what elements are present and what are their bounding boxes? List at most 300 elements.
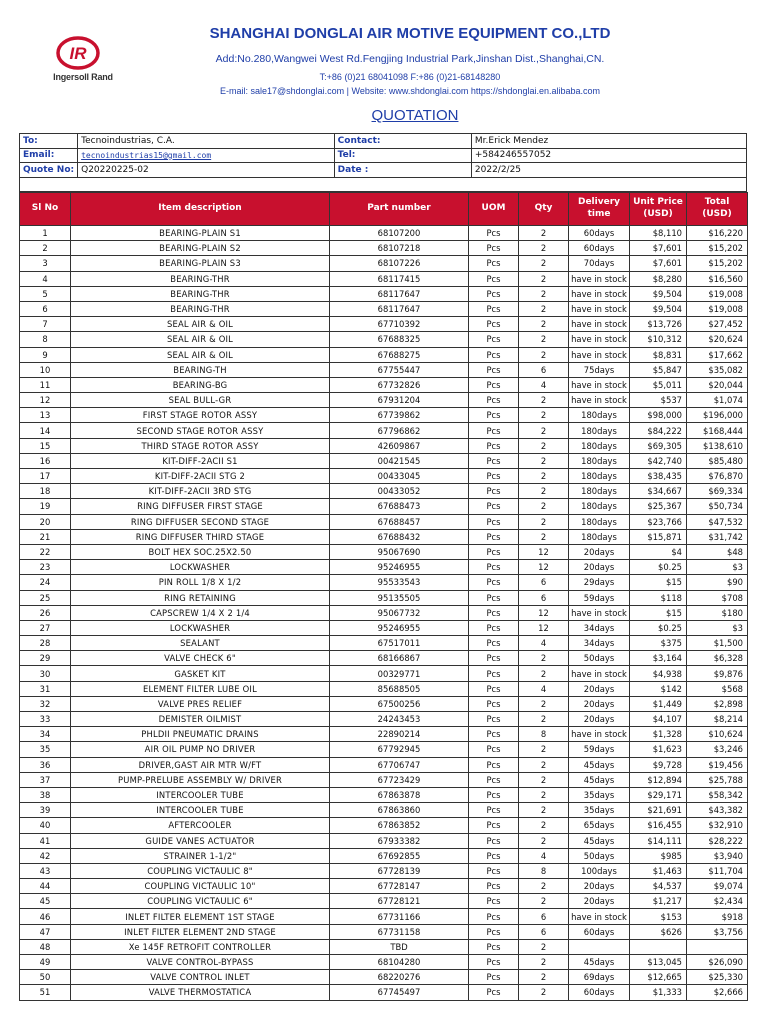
table-row — [20, 894, 748, 909]
qty-cell: 6 — [519, 909, 569, 924]
sl-no-cell: 35 — [20, 742, 71, 757]
delivery-time-cell: have in stock — [569, 271, 630, 286]
sl-no-cell: 41 — [20, 833, 71, 848]
item-description-cell: CAPSCREW 1/4 X 2 1/4 — [71, 605, 330, 620]
total-cell: $2,434 — [687, 894, 748, 909]
total-cell: $918 — [687, 909, 748, 924]
email-label: Email: — [20, 148, 78, 163]
part-number-cell: 67792945 — [330, 742, 469, 757]
delivery-time-cell: 180days — [569, 484, 630, 499]
qty-cell: 6 — [519, 575, 569, 590]
qty-cell: 2 — [519, 803, 569, 818]
table-row — [20, 362, 748, 377]
contact-value: Mr.Erick Mendez — [471, 134, 746, 149]
table-row — [20, 241, 748, 256]
unit-price-cell: $4,938 — [630, 666, 687, 681]
uom-cell: Pcs — [469, 712, 519, 727]
uom-cell: Pcs — [469, 894, 519, 909]
unit-price-cell: $12,665 — [630, 970, 687, 985]
total-cell: $9,074 — [687, 879, 748, 894]
part-number-cell: 67931204 — [330, 393, 469, 408]
item-description-cell: AFTERCOOLER — [71, 818, 330, 833]
info-row — [20, 134, 747, 149]
total-cell: $47,532 — [687, 514, 748, 529]
to-value: Tecnoindustrias, C.A. — [78, 134, 335, 149]
table-row — [20, 529, 748, 544]
item-description-cell: VALVE PRES RELIEF — [71, 696, 330, 711]
unit-price-cell: $84,222 — [630, 423, 687, 438]
sl-no-cell: 36 — [20, 757, 71, 772]
table-row — [20, 833, 748, 848]
delivery-time-cell: 100days — [569, 863, 630, 878]
uom-cell: Pcs — [469, 863, 519, 878]
uom-cell: Pcs — [469, 985, 519, 1000]
uom-cell: Pcs — [469, 803, 519, 818]
item-description-cell: BEARING-PLAIN S2 — [71, 241, 330, 256]
item-description-cell: STRAINER 1-1/2" — [71, 848, 330, 863]
part-number-cell: 67728139 — [330, 863, 469, 878]
qty-cell: 2 — [519, 484, 569, 499]
unit-price-cell: $9,504 — [630, 286, 687, 301]
unit-price-cell: $0.25 — [630, 620, 687, 635]
unit-price-cell: $29,171 — [630, 787, 687, 802]
uom-cell: Pcs — [469, 393, 519, 408]
item-description-cell: BOLT HEX SOC.25X2.50 — [71, 544, 330, 559]
logo-wordmark: Ingersoll Rand — [53, 72, 113, 82]
sl-no-cell: 25 — [20, 590, 71, 605]
delivery-time-cell: 59days — [569, 590, 630, 605]
delivery-time-cell: 34days — [569, 620, 630, 635]
table-row — [20, 757, 748, 772]
company-address: Add:No.280,Wangwei West Rd.Fengjing Industrial Park,Jinshan Dist.,Shanghai,CN. — [215, 53, 605, 65]
item-description-cell: SEAL AIR & OIL — [71, 332, 330, 347]
part-number-cell: 67863852 — [330, 818, 469, 833]
part-number-cell: 67863860 — [330, 803, 469, 818]
col-header-unit-price: Unit Price (USD) — [630, 193, 687, 226]
delivery-time-cell: 29days — [569, 575, 630, 590]
total-cell: $90 — [687, 575, 748, 590]
qty-cell: 2 — [519, 347, 569, 362]
total-cell: $76,870 — [687, 469, 748, 484]
qty-cell: 2 — [519, 438, 569, 453]
item-description-cell: FIRST STAGE ROTOR ASSY — [71, 408, 330, 423]
item-description-cell: DRIVER,GAST AIR MTR W/FT — [71, 757, 330, 772]
unit-price-cell: $5,847 — [630, 362, 687, 377]
company-logo — [48, 36, 118, 88]
delivery-time-cell: have in stock — [569, 286, 630, 301]
part-number-cell: 67688473 — [330, 499, 469, 514]
unit-price-cell: $1,328 — [630, 727, 687, 742]
qty-cell: 2 — [519, 772, 569, 787]
table-row — [20, 787, 748, 802]
total-cell: $25,330 — [687, 970, 748, 985]
sl-no-cell: 13 — [20, 408, 71, 423]
uom-cell: Pcs — [469, 469, 519, 484]
unit-price-cell: $10,312 — [630, 332, 687, 347]
delivery-time-cell: have in stock — [569, 909, 630, 924]
part-number-cell: 67692855 — [330, 848, 469, 863]
qty-cell: 2 — [519, 894, 569, 909]
unit-price-cell — [630, 939, 687, 954]
total-cell: $3,940 — [687, 848, 748, 863]
part-number-cell: 00433052 — [330, 484, 469, 499]
sl-no-cell: 23 — [20, 560, 71, 575]
col-header-sl-no: Sl No — [20, 193, 71, 226]
company-name: SHANGHAI DONGLAI AIR MOTIVE EQUIPMENT CO.,LTD — [209, 25, 611, 42]
sl-no-cell: 26 — [20, 605, 71, 620]
item-description-cell: Xe 145F RETROFIT CONTROLLER — [71, 939, 330, 954]
qty-cell: 6 — [519, 924, 569, 939]
unit-price-cell: $14,111 — [630, 833, 687, 848]
unit-price-cell: $23,766 — [630, 514, 687, 529]
part-number-cell: 22890214 — [330, 727, 469, 742]
unit-price-cell: $537 — [630, 393, 687, 408]
qty-cell: 2 — [519, 818, 569, 833]
spacer-row — [19, 178, 747, 192]
col-header-uom: UOM — [469, 193, 519, 226]
delivery-time-cell: 180days — [569, 469, 630, 484]
item-description-cell: INTERCOOLER TUBE — [71, 803, 330, 818]
part-number-cell: 67755447 — [330, 362, 469, 377]
delivery-time-cell: 180days — [569, 438, 630, 453]
table-row — [20, 939, 748, 954]
qty-cell: 2 — [519, 499, 569, 514]
delivery-time-cell: have in stock — [569, 377, 630, 392]
item-description-cell: PUMP-PRELUBE ASSEMBLY W/ DRIVER — [71, 772, 330, 787]
delivery-time-cell: have in stock — [569, 666, 630, 681]
total-cell: $6,328 — [687, 651, 748, 666]
table-row — [20, 393, 748, 408]
total-cell: $3 — [687, 620, 748, 635]
unit-price-cell: $42,740 — [630, 453, 687, 468]
qty-cell: 2 — [519, 286, 569, 301]
qty-cell: 2 — [519, 742, 569, 757]
qty-cell: 2 — [519, 408, 569, 423]
qty-cell: 2 — [519, 985, 569, 1000]
delivery-time-cell: 50days — [569, 651, 630, 666]
table-row — [20, 620, 748, 635]
delivery-time-cell: have in stock — [569, 317, 630, 332]
document-title: QUOTATION — [371, 107, 459, 124]
table-row — [20, 848, 748, 863]
qty-cell: 2 — [519, 666, 569, 681]
email-link[interactable]: tecnoindustrias15@gmail.com — [78, 148, 335, 163]
table-row — [20, 544, 748, 559]
unit-price-cell: $1,449 — [630, 696, 687, 711]
part-number-cell: 68117415 — [330, 271, 469, 286]
part-number-cell: 68117647 — [330, 286, 469, 301]
qty-cell: 2 — [519, 423, 569, 438]
contact-label: Contact: — [334, 134, 471, 149]
qty-cell: 2 — [519, 256, 569, 271]
letterhead — [0, 0, 768, 130]
items-body — [20, 226, 748, 1001]
total-cell: $9,876 — [687, 666, 748, 681]
delivery-time-cell: 60days — [569, 924, 630, 939]
table-row — [20, 909, 748, 924]
table-row — [20, 317, 748, 332]
table-header-row — [20, 193, 748, 226]
sl-no-cell: 16 — [20, 453, 71, 468]
table-row — [20, 514, 748, 529]
part-number-cell: 67517011 — [330, 636, 469, 651]
total-cell: $10,624 — [687, 727, 748, 742]
table-row — [20, 985, 748, 1000]
delivery-time-cell: 45days — [569, 757, 630, 772]
item-description-cell: RING DIFFUSER FIRST STAGE — [71, 499, 330, 514]
total-cell: $1,500 — [687, 636, 748, 651]
table-row — [20, 347, 748, 362]
part-number-cell: 67739862 — [330, 408, 469, 423]
delivery-time-cell: 180days — [569, 408, 630, 423]
part-number-cell: 67688275 — [330, 347, 469, 362]
sl-no-cell: 48 — [20, 939, 71, 954]
uom-cell: Pcs — [469, 939, 519, 954]
sl-no-cell: 15 — [20, 438, 71, 453]
total-cell: $3,246 — [687, 742, 748, 757]
unit-price-cell: $118 — [630, 590, 687, 605]
item-description-cell: INLET FILTER ELEMENT 2ND STAGE — [71, 924, 330, 939]
total-cell: $26,090 — [687, 955, 748, 970]
sl-no-cell: 47 — [20, 924, 71, 939]
table-row — [20, 681, 748, 696]
item-description-cell: BEARING-TH — [71, 362, 330, 377]
total-cell: $19,008 — [687, 301, 748, 316]
part-number-cell: TBD — [330, 939, 469, 954]
table-row — [20, 696, 748, 711]
uom-cell: Pcs — [469, 636, 519, 651]
item-description-cell: VALVE CONTROL-BYPASS — [71, 955, 330, 970]
delivery-time-cell: have in stock — [569, 332, 630, 347]
qty-cell: 12 — [519, 560, 569, 575]
sl-no-cell: 17 — [20, 469, 71, 484]
unit-price-cell: $12,894 — [630, 772, 687, 787]
part-number-cell: 00421545 — [330, 453, 469, 468]
delivery-time-cell: have in stock — [569, 347, 630, 362]
delivery-time-cell: 20days — [569, 696, 630, 711]
qty-cell: 2 — [519, 712, 569, 727]
unit-price-cell: $1,623 — [630, 742, 687, 757]
delivery-time-cell: 20days — [569, 681, 630, 696]
part-number-cell: 68117647 — [330, 301, 469, 316]
uom-cell: Pcs — [469, 818, 519, 833]
table-row — [20, 863, 748, 878]
uom-cell: Pcs — [469, 575, 519, 590]
total-cell: $17,662 — [687, 347, 748, 362]
uom-cell: Pcs — [469, 833, 519, 848]
uom-cell: Pcs — [469, 757, 519, 772]
uom-cell: Pcs — [469, 484, 519, 499]
qty-cell: 2 — [519, 453, 569, 468]
delivery-time-cell: have in stock — [569, 301, 630, 316]
item-description-cell: ELEMENT FILTER LUBE OIL — [71, 681, 330, 696]
quotation-items-table — [19, 192, 748, 1001]
part-number-cell: 95067690 — [330, 544, 469, 559]
info-row — [20, 163, 747, 178]
total-cell: $19,456 — [687, 757, 748, 772]
qty-cell: 2 — [519, 241, 569, 256]
sl-no-cell: 6 — [20, 301, 71, 316]
to-label: To: — [20, 134, 78, 149]
total-cell: $16,220 — [687, 226, 748, 241]
total-cell — [687, 939, 748, 954]
delivery-time-cell: 69days — [569, 970, 630, 985]
qty-cell: 2 — [519, 651, 569, 666]
item-description-cell: INLET FILTER ELEMENT 1ST STAGE — [71, 909, 330, 924]
sl-no-cell: 4 — [20, 271, 71, 286]
item-description-cell: LOCKWASHER — [71, 620, 330, 635]
sl-no-cell: 37 — [20, 772, 71, 787]
sl-no-cell: 3 — [20, 256, 71, 271]
part-number-cell: 67728121 — [330, 894, 469, 909]
qty-cell: 8 — [519, 727, 569, 742]
item-description-cell: COUPLING VICTAULIC 8" — [71, 863, 330, 878]
unit-price-cell: $142 — [630, 681, 687, 696]
part-number-cell: 24243453 — [330, 712, 469, 727]
table-row — [20, 955, 748, 970]
qty-cell: 2 — [519, 226, 569, 241]
total-cell: $20,624 — [687, 332, 748, 347]
table-row — [20, 560, 748, 575]
table-row — [20, 453, 748, 468]
delivery-time-cell: 180days — [569, 453, 630, 468]
item-description-cell: THIRD STAGE ROTOR ASSY — [71, 438, 330, 453]
sl-no-cell: 28 — [20, 636, 71, 651]
sl-no-cell: 30 — [20, 666, 71, 681]
uom-cell: Pcs — [469, 590, 519, 605]
sl-no-cell: 21 — [20, 529, 71, 544]
part-number-cell: 00329771 — [330, 666, 469, 681]
table-row — [20, 605, 748, 620]
item-description-cell: BEARING-PLAIN S1 — [71, 226, 330, 241]
qty-cell: 2 — [519, 332, 569, 347]
table-row — [20, 712, 748, 727]
total-cell: $20,044 — [687, 377, 748, 392]
item-description-cell: BEARING-BG — [71, 377, 330, 392]
uom-cell: Pcs — [469, 651, 519, 666]
sl-no-cell: 24 — [20, 575, 71, 590]
part-number-cell: 95135505 — [330, 590, 469, 605]
total-cell: $35,082 — [687, 362, 748, 377]
date-value: 2022/2/25 — [471, 163, 746, 178]
unit-price-cell: $5,011 — [630, 377, 687, 392]
total-cell: $50,734 — [687, 499, 748, 514]
qty-cell: 2 — [519, 879, 569, 894]
total-cell: $2,666 — [687, 985, 748, 1000]
item-description-cell: SEAL BULL-GR — [71, 393, 330, 408]
part-number-cell: 67728147 — [330, 879, 469, 894]
part-number-cell: 67688325 — [330, 332, 469, 347]
delivery-time-cell — [569, 939, 630, 954]
item-description-cell: BEARING-THR — [71, 271, 330, 286]
qty-cell: 4 — [519, 848, 569, 863]
part-number-cell: 00433045 — [330, 469, 469, 484]
unit-price-cell: $15 — [630, 605, 687, 620]
total-cell: $43,382 — [687, 803, 748, 818]
uom-cell: Pcs — [469, 271, 519, 286]
item-description-cell: BEARING-THR — [71, 301, 330, 316]
table-row — [20, 742, 748, 757]
unit-price-cell: $98,000 — [630, 408, 687, 423]
item-description-cell: AIR OIL PUMP NO DRIVER — [71, 742, 330, 757]
total-cell: $27,452 — [687, 317, 748, 332]
total-cell: $19,008 — [687, 286, 748, 301]
table-row — [20, 332, 748, 347]
item-description-cell: RING DIFFUSER SECOND STAGE — [71, 514, 330, 529]
item-description-cell: SEALANT — [71, 636, 330, 651]
uom-cell: Pcs — [469, 362, 519, 377]
part-number-cell: 67933382 — [330, 833, 469, 848]
uom-cell: Pcs — [469, 970, 519, 985]
total-cell: $568 — [687, 681, 748, 696]
table-row — [20, 924, 748, 939]
qty-cell: 2 — [519, 939, 569, 954]
unit-price-cell: $15 — [630, 575, 687, 590]
total-cell: $3 — [687, 560, 748, 575]
total-cell: $31,742 — [687, 529, 748, 544]
col-header-total: Total (USD) — [687, 193, 748, 226]
unit-price-cell: $4,537 — [630, 879, 687, 894]
uom-cell: Pcs — [469, 727, 519, 742]
total-cell: $16,560 — [687, 271, 748, 286]
item-description-cell: PIN ROLL 1/8 X 1/2 — [71, 575, 330, 590]
part-number-cell: 68107200 — [330, 226, 469, 241]
delivery-time-cell: have in stock — [569, 727, 630, 742]
uom-cell: Pcs — [469, 241, 519, 256]
company-phone-fax: T:+86 (0)21 68041098 F:+86 (0)21-68148280 — [319, 72, 501, 82]
delivery-time-cell: 180days — [569, 423, 630, 438]
part-number-cell: 67723429 — [330, 772, 469, 787]
company-email-website: E-mail: sale17@shdonglai.com | Website: www.shdonglai.com https://shdonglai.en.alibaba.com — [219, 86, 600, 96]
ingersoll-rand-logo-icon — [56, 36, 100, 70]
item-description-cell: VALVE THERMOSTATICA — [71, 985, 330, 1000]
delivery-time-cell: 180days — [569, 499, 630, 514]
qty-cell: 6 — [519, 590, 569, 605]
uom-cell: Pcs — [469, 955, 519, 970]
qty-cell: 2 — [519, 833, 569, 848]
delivery-time-cell: 180days — [569, 514, 630, 529]
item-description-cell: PHLDII PNEUMATIC DRAINS — [71, 727, 330, 742]
part-number-cell: 67745497 — [330, 985, 469, 1000]
unit-price-cell: $4 — [630, 544, 687, 559]
table-row — [20, 818, 748, 833]
qty-cell: 2 — [519, 787, 569, 802]
unit-price-cell: $0.25 — [630, 560, 687, 575]
table-row — [20, 772, 748, 787]
unit-price-cell: $34,667 — [630, 484, 687, 499]
part-number-cell: 95246955 — [330, 560, 469, 575]
delivery-time-cell: 20days — [569, 712, 630, 727]
table-row — [20, 484, 748, 499]
sl-no-cell: 32 — [20, 696, 71, 711]
delivery-time-cell: 20days — [569, 560, 630, 575]
unit-price-cell: $7,601 — [630, 241, 687, 256]
qty-cell: 6 — [519, 362, 569, 377]
table-row — [20, 377, 748, 392]
item-description-cell: SEAL AIR & OIL — [71, 317, 330, 332]
table-row — [20, 226, 748, 241]
uom-cell: Pcs — [469, 453, 519, 468]
total-cell: $58,342 — [687, 787, 748, 802]
sl-no-cell: 44 — [20, 879, 71, 894]
delivery-time-cell: 45days — [569, 955, 630, 970]
table-row — [20, 256, 748, 271]
sl-no-cell: 33 — [20, 712, 71, 727]
total-cell: $69,334 — [687, 484, 748, 499]
uom-cell: Pcs — [469, 924, 519, 939]
item-description-cell: SECOND STAGE ROTOR ASSY — [71, 423, 330, 438]
delivery-time-cell: 45days — [569, 833, 630, 848]
